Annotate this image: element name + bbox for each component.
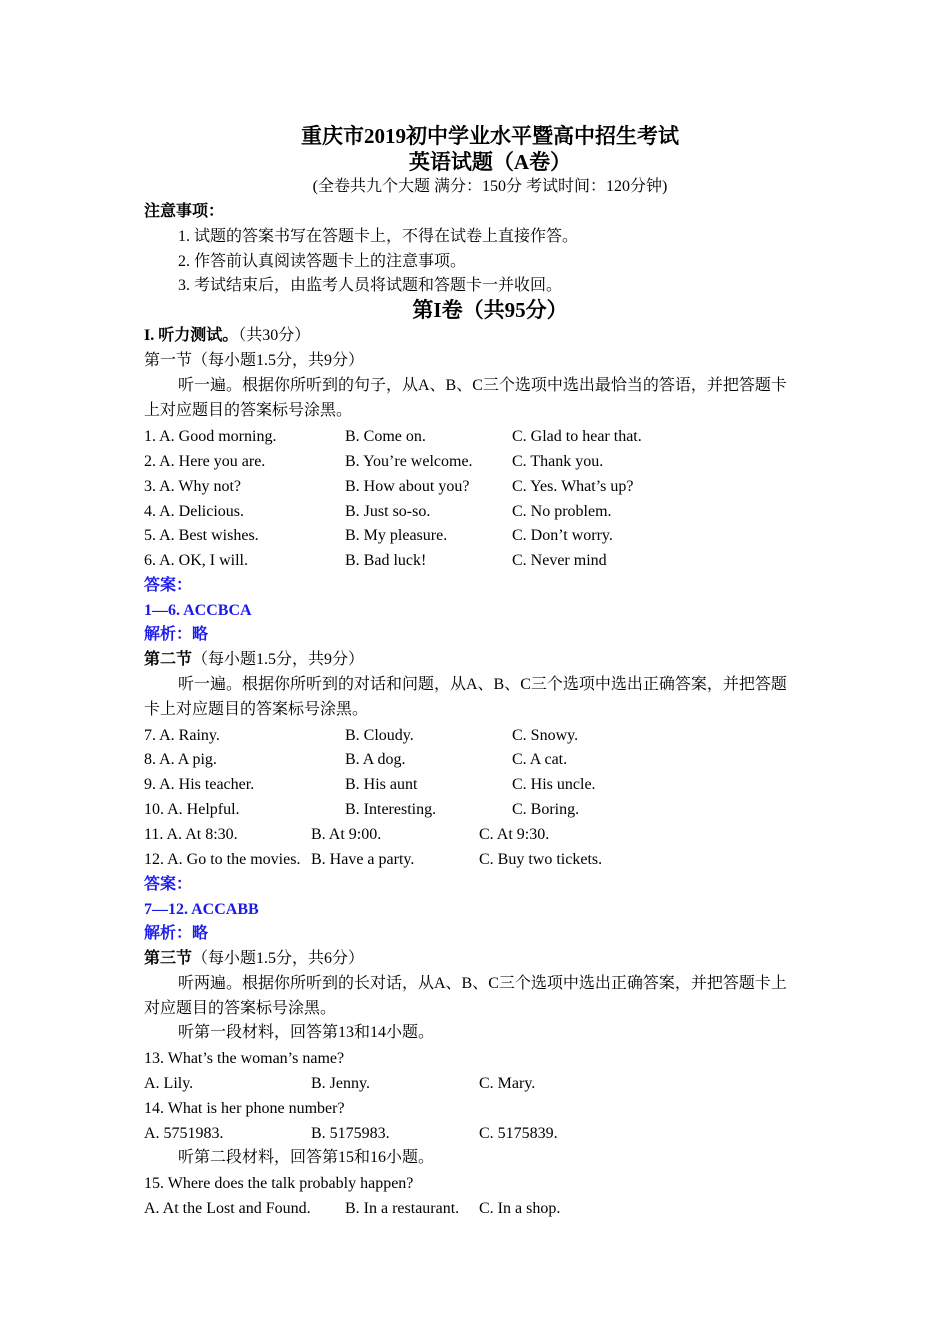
option-a: 3. A. Why not? — [144, 478, 242, 495]
option-b: B. You’re welcome. — [345, 453, 473, 470]
option-b: B. At 9:00. — [311, 826, 382, 843]
answer-label: 答案： — [144, 876, 193, 893]
analysis: 解析：略 — [144, 626, 209, 643]
section1-title: 第一节（每小题1.5分，共9分） — [144, 352, 365, 369]
section2-points: （每小题1.5分，共9分） — [192, 651, 365, 668]
option-b: B. 5175983. — [311, 1125, 390, 1142]
question-14: 14. What is her phone number? — [144, 1100, 345, 1117]
option-b: B. In a restaurant. — [345, 1200, 460, 1217]
notice-item: 3. 考试结束后，由监考人员将试题和答题卡一并收回。 — [178, 277, 563, 294]
option-a: A. Lily. — [144, 1075, 194, 1092]
listening-heading-label: I. 听力测试。 — [144, 327, 239, 344]
option-b: B. Cloudy. — [345, 727, 414, 744]
option-c: C. In a shop. — [479, 1200, 561, 1217]
analysis: 解析：略 — [144, 925, 209, 942]
option-b: B. How about you? — [345, 478, 470, 495]
option-c: C. 5175839. — [479, 1125, 558, 1142]
option-c: C. No problem. — [512, 503, 612, 520]
notice-item: 1. 试题的答案书写在答题卡上，不得在试卷上直接作答。 — [178, 228, 579, 245]
option-b: B. A dog. — [345, 751, 406, 768]
question-13: 13. What’s the woman’s name? — [144, 1050, 345, 1067]
option-c: C. Thank you. — [512, 453, 604, 470]
option-b: B. Just so-so. — [345, 503, 431, 520]
option-b: B. Bad luck! — [345, 552, 427, 569]
option-c: C. Yes. What’s up? — [512, 478, 634, 495]
question-15: 15. Where does the talk probably happen? — [144, 1175, 414, 1192]
answer-key: 1—6. ACCBCA — [144, 602, 252, 619]
exam-meta: (全卷共九个大题 满分：150分 考试时间：120分钟) — [312, 178, 668, 195]
option-a: A. 5751983. — [144, 1125, 224, 1142]
option-c: C. Buy two tickets. — [479, 851, 603, 868]
option-b: B. Come on. — [345, 428, 426, 445]
option-a: 12. A. Go to the movies. — [144, 851, 301, 868]
answer-key: 7—12. ACCABB — [144, 901, 259, 918]
material-prompt: 听第二段材料，回答第15和16小题。 — [178, 1149, 435, 1166]
option-a: 2. A. Here you are. — [144, 453, 266, 470]
part-title: 第I卷（共95分） — [412, 298, 568, 322]
section3-instructions-cont: 对应题目的答案标号涂黑。 — [144, 1000, 337, 1017]
option-c: C. Boring. — [512, 801, 580, 818]
option-a: 7. A. Rainy. — [144, 727, 220, 744]
section3-instructions: 听两遍。根据你所听到的长对话，从A、B、C三个选项中选出正确答案，并把答题卡上 — [178, 975, 787, 992]
option-a: 4. A. Delicious. — [144, 503, 244, 520]
option-a: 10. A. Helpful. — [144, 801, 240, 818]
section2-title — [144, 650, 364, 670]
section3-points: （每小题1.5分，共6分） — [192, 950, 365, 967]
option-a: A. At the Lost and Found. — [144, 1200, 311, 1217]
option-c: C. Glad to hear that. — [512, 428, 642, 445]
option-a: 9. A. His teacher. — [144, 776, 255, 793]
material-prompt: 听第一段材料，回答第13和14小题。 — [178, 1024, 435, 1041]
listening-points: （共30分） — [238, 327, 311, 344]
option-c: C. A cat. — [512, 751, 568, 768]
section2-title-label: 第二节 — [144, 651, 193, 668]
option-a: 11. A. At 8:30. — [144, 826, 238, 843]
section3-title — [144, 949, 364, 969]
option-c: C. At 9:30. — [479, 826, 550, 843]
exam-title: 重庆市2019初中学业水平暨高中招生考试 — [301, 124, 679, 148]
option-c: C. Mary. — [479, 1075, 536, 1092]
option-b: B. Jenny. — [311, 1075, 370, 1092]
option-b: B. Interesting. — [345, 801, 437, 818]
option-a: 1. A. Good morning. — [144, 428, 277, 445]
option-a: 6. A. OK, I will. — [144, 552, 248, 569]
option-a: 5. A. Best wishes. — [144, 527, 259, 544]
option-c: C. Never mind — [512, 552, 607, 569]
notice-heading: 注意事项： — [144, 203, 225, 220]
option-b: B. Have a party. — [311, 851, 415, 868]
section2-instructions-cont: 卡上对应题目的答案标号涂黑。 — [144, 701, 369, 718]
section1-instructions: 听一遍。根据你所听到的句子，从A、B、C三个选项中选出最恰当的答语，并把答题卡 — [178, 377, 787, 394]
option-a: 8. A. A pig. — [144, 751, 217, 768]
answer-label: 答案： — [144, 577, 193, 594]
option-b: B. His aunt — [345, 776, 418, 793]
section1-instructions-cont: 上对应题目的答案标号涂黑。 — [144, 402, 353, 419]
exam-subtitle: 英语试题（A卷） — [408, 150, 572, 174]
section2-instructions: 听一遍。根据你所听到的对话和问题，从A、B、C三个选项中选出正确答案，并把答题 — [178, 676, 787, 693]
option-c: C. His uncle. — [512, 776, 596, 793]
listening-heading — [144, 326, 310, 346]
option-c: C. Don’t worry. — [512, 527, 613, 544]
notice-item: 2. 作答前认真阅读答题卡上的注意事项。 — [178, 253, 467, 270]
section3-title-label: 第三节 — [144, 950, 193, 967]
option-b: B. My pleasure. — [345, 527, 448, 544]
option-c: C. Snowy. — [512, 727, 579, 744]
